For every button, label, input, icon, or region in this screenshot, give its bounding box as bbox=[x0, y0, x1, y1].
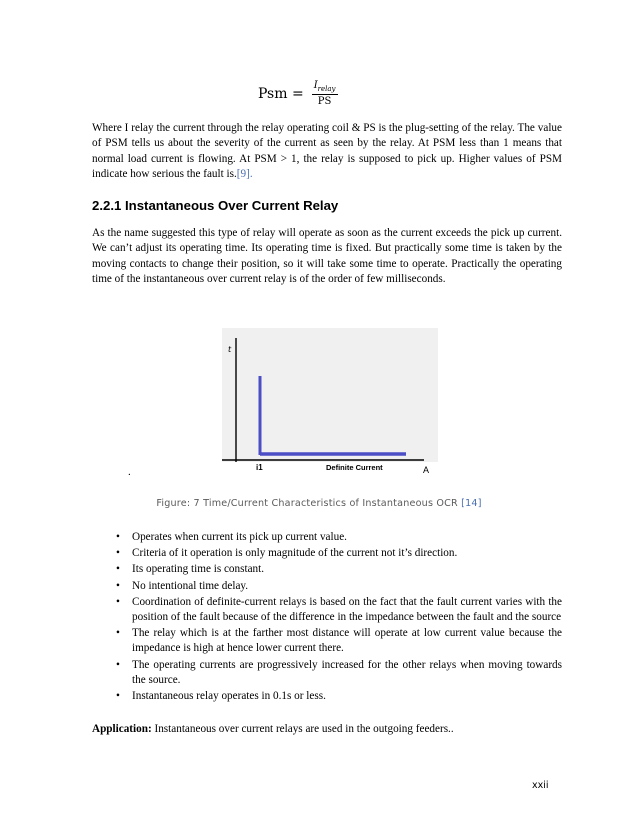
list-item: • Coordination of definite-current relays is based on the fact that the fault current varies with the position of the fault because of the difference in the impedance between the fault and the source bbox=[116, 595, 562, 624]
y-axis-label: t bbox=[228, 345, 232, 354]
list-item: • The operating currents are progressively increased for the other relays when moving towards the source. bbox=[116, 658, 562, 686]
page-number: xxii bbox=[532, 780, 549, 791]
list-item: • No intentional time delay. bbox=[92, 579, 562, 594]
list-item: • Operates when current its pick up current value. bbox=[92, 530, 562, 545]
formula-lhs: Psm = bbox=[258, 85, 304, 102]
list-item: • Criteria of it operation is only magnitude of the current not it’s direction. bbox=[92, 546, 562, 561]
bullet-icon: • bbox=[116, 579, 120, 592]
x-tick-label: i1 bbox=[256, 463, 263, 472]
application-line: Application: Instantaneous over current relays are used in the outgoing feeders.. bbox=[92, 723, 454, 735]
x-axis-letter: A bbox=[423, 465, 430, 475]
section-heading: 2.2.1 Instantaneous Over Current Relay bbox=[92, 198, 339, 213]
caption-citation-link[interactable]: [14] bbox=[461, 498, 482, 509]
list-item: • The relay which is at the farther most distance will operate at low current value because the impedance is high at hence lower current there. bbox=[116, 627, 562, 655]
x-axis-title: Definite Current bbox=[326, 463, 383, 472]
bullet-icon: • bbox=[116, 563, 120, 576]
psm-paragraph: Where I relay the current through the relay operating coil & PS is the plug-setting of the relay. The value of PSM tells us about the severity of the current as seen by the relay. At PSM less than 1 means that normal load current is flowing. At PSM > 1, the relay is supposed to pick up. Higher values of PSM indicate how serious the fault is.[9]. bbox=[92, 122, 562, 181]
list-item: • Instantaneous relay operates in 0.1s or less. bbox=[92, 689, 562, 704]
bullet-icon: • bbox=[116, 690, 120, 703]
citation-link[interactable]: [9]. bbox=[236, 168, 253, 181]
list-item: • Its operating time is constant. bbox=[92, 562, 562, 577]
application-label: Application: bbox=[92, 723, 152, 735]
formula-denominator: PS bbox=[317, 96, 332, 107]
figure-caption: Figure: 7 Time/Current Characteristics of Instantaneous OCR [14] bbox=[156, 498, 482, 509]
instantaneous-relay-paragraph: As the name suggested this type of relay will operate as soon as the current exceeds the pick up current. We can’t adjust its operating time. Its operating time is fixed. But practically some time is taken by the moving contacts to change their position, so it will take some time to operate. Practically the operating time of the instantaneous over current relay is of the order of few milliseconds. bbox=[92, 227, 562, 286]
bullet-icon: • bbox=[116, 627, 120, 640]
figure-background bbox=[222, 328, 438, 462]
bullet-icon: • bbox=[116, 658, 120, 671]
characteristics-list bbox=[92, 530, 562, 705]
formula-fraction bbox=[312, 80, 338, 107]
stray-mark: . bbox=[128, 466, 131, 478]
bullet-icon: • bbox=[116, 547, 120, 560]
time-current-figure bbox=[222, 328, 438, 476]
psm-formula bbox=[258, 80, 338, 107]
bullet-icon: • bbox=[116, 595, 120, 608]
formula-numerator: $I_{relay}$ bbox=[313, 80, 336, 93]
bullet-icon: • bbox=[116, 531, 120, 543]
